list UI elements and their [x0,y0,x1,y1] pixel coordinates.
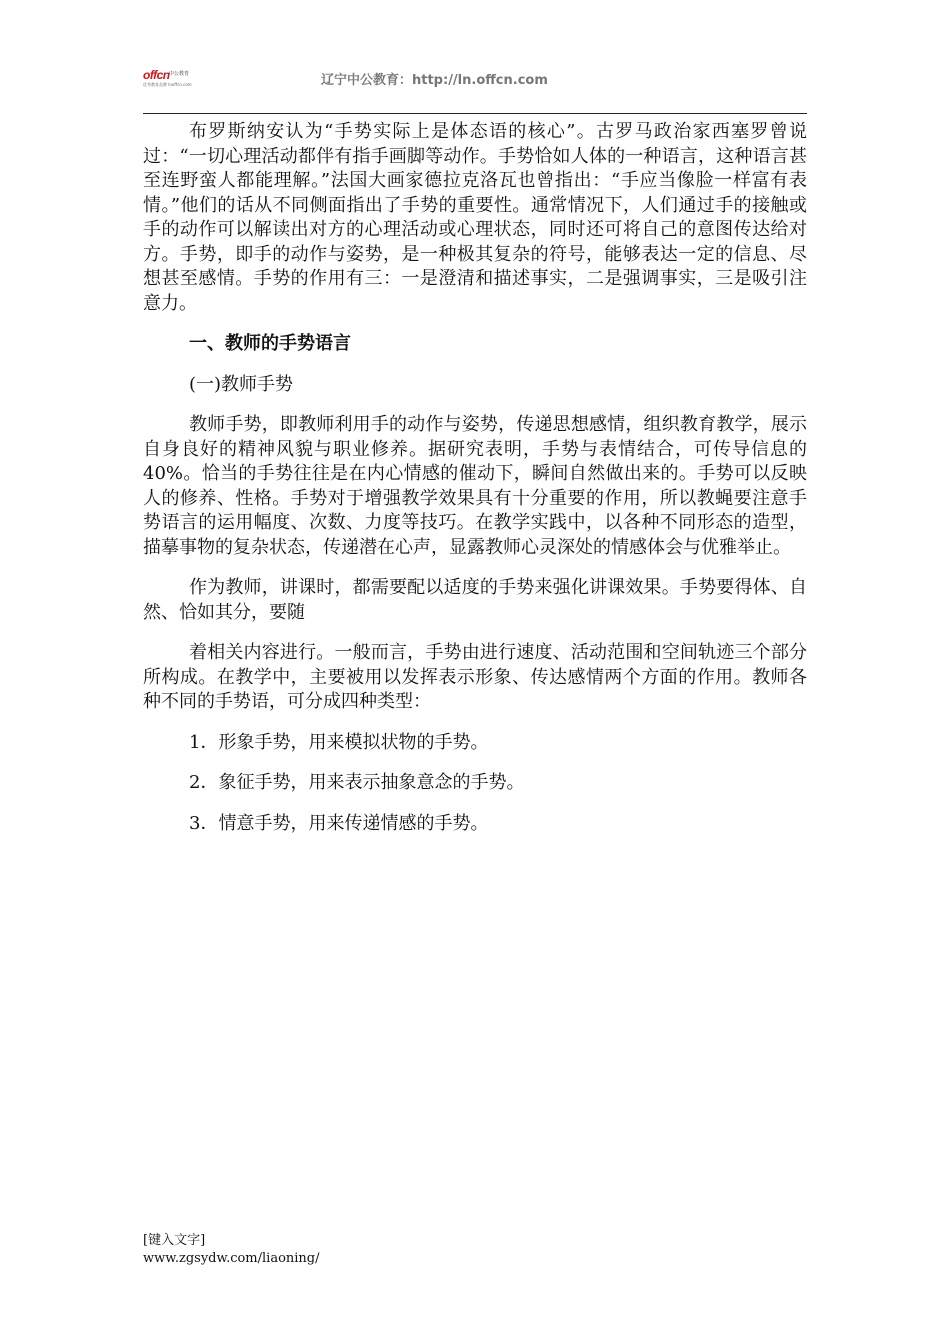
paragraph-teaching-effect: 作为教师，讲课时，都需要配以适度的手势来强化讲课效果。手势要得体、自然、恰如其分，要随 [143,577,807,623]
footer-placeholder: [键入文字] [143,1233,206,1248]
paragraph-teacher-gesture: 教师手势，即教师利用手的动作与姿势，传递思想感情，组织教育教学，展示自身良好的精神风貌与职业修养。据研究表明，手势与表情结合，可传导信息的40%。恰当的手势往往是在内心情感的催动下，瞬间自然做出来的。手势可以反映人的修养、性格。手势对于增强教学效果具有十分重要的作用，所以教蝇要注意手势语言的运用幅度、次数、力度等技巧。在教学实践中，以各种不同形态的造型，描摹事物的复杂状态，传递潜在心声，显露教师心灵深处的情感体会与优雅举止。 [143,414,807,558]
logo-chinese-name: 中公教育 [169,71,190,77]
offcn-logo [143,68,203,90]
document-body [143,120,807,836]
footer-url: www.zgsydw.com/liaoning/ [143,1251,320,1266]
list-item: 3．情意手势，用来传递情感的手势。 [189,812,489,834]
list-item: 2．象征手势，用来表示抽象意念的手势。 [189,772,525,793]
subsection-heading: (一)教师手势 [189,373,294,395]
logo-wordmark: offcn [143,68,170,82]
logo-tagline: 优秀教育品牌 lnoffcn.com [143,82,192,87]
page-header [143,62,807,114]
page-footer [143,1232,320,1268]
list-item: 1．形象手势，用来模拟状物的手势。 [189,731,489,753]
header-divider [143,113,807,114]
intro-paragraph: 布罗斯纳安认为“手势实际上是体态语的核心”。古罗马政治家西塞罗曾说过：“一切心理活动都伴有指手画脚等动作。手势恰如人体的一种语言，这种语言甚至连野蛮人都能理解。”法国大画家德拉克洛瓦也曾指出：“手应当像脸一样富有表情。”他们的话从不同侧面指出了手势的重要性。通常情况下，人们通过手的接触或手的动作可以解读出对方的心理活动或心理状态，同时还可将自己的意图传达给对方。手势，即手的动作与姿势，是一种极其复杂的符号，能够表达一定的信息、尽想甚至感情。手势的作用有三：一是澄清和描述事实，二是强调事实，三是吸引注意力。 [143,121,807,314]
section-heading: 一、教师的手势语言 [189,333,351,354]
paragraph-gesture-types: 着相关内容进行。一般而言，手势由进行速度、活动范围和空间轨迹三个部分所构成。在教学中，主要被用以发挥表示形象、传达感情两个方面的作用。教师各种不同的手势语，可分成四种类型： [143,642,807,712]
header-title: 辽宁中公教育：http://ln.offcn.com [321,73,548,88]
